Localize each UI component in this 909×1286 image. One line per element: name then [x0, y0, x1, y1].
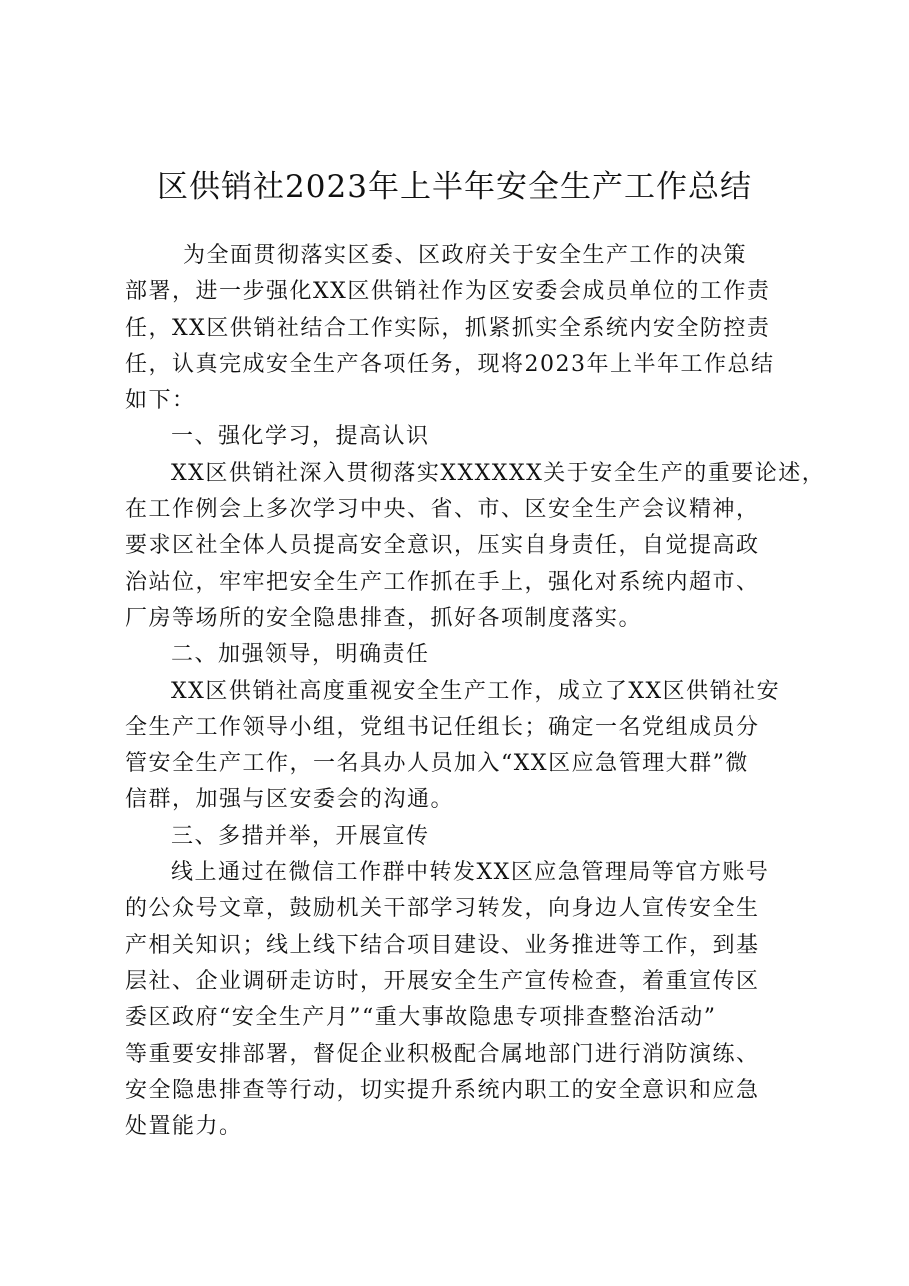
paragraph-line: 在工作例会上多次学习中央、省、市、区安全生产会议精神， [125, 497, 760, 523]
section-1 [125, 419, 826, 637]
paragraph-line: XX区供销社深入贯彻落实XXXXXX关于安全生产的重要论述， [171, 460, 826, 486]
paragraph-line: 治站位，牢牢把安全生产工作抓在手上，强化对系统内超市、 [125, 569, 760, 595]
paragraph-line: 产相关知识；线上线下结合项目建设、业务推进等工作，到基 [125, 932, 760, 958]
paragraph-line: 要求区社全体人员提高安全意识，压实自身责任，自觉提高政 [125, 533, 760, 559]
paragraph-line: 任，认真完成安全生产各项任务，现将2023年上半年工作总结 [125, 351, 775, 377]
section-heading: 三、多措并举，开展宣传 [171, 823, 430, 849]
paragraph-line: 任，XX区供销社结合工作实际，抓紧抓实全系统内安全防控责 [125, 315, 771, 341]
paragraph-line: 部署，进一步强化XX区供销社作为区安委会成员单位的工作责 [125, 279, 771, 305]
section-3 [125, 819, 815, 1146]
intro-paragraph [125, 238, 815, 419]
paragraph-line: 安全隐患排查等行动，切实提升系统内职工的安全意识和应急 [125, 1077, 760, 1103]
document-title: 区供销社2023年上半年安全生产工作总结 [157, 169, 752, 205]
section-heading: 二、加强领导，明确责任 [171, 642, 430, 668]
paragraph-line: 的公众号文章，鼓励机关干部学习转发，向身边人宣传安全生 [125, 896, 760, 922]
paragraph-line: 线上通过在微信工作群中转发XX区应急管理局等官方账号 [171, 860, 770, 886]
paragraph-line: 层社、企业调研走访时，开展安全生产宣传检查，着重宣传区 [125, 968, 760, 994]
document-body [125, 238, 826, 1145]
paragraph-line: 等重要安排部署，督促企业积极配合属地部门进行消防演练、 [125, 1041, 760, 1067]
paragraph-line: XX区供销社高度重视安全生产工作，成立了XX区供销社安 [171, 678, 781, 704]
paragraph-line: 委区政府“安全生产月”“重大事故隐患专项排查整治活动” [125, 1005, 717, 1031]
section-2 [125, 637, 815, 818]
paragraph-line: 为全面贯彻落实区委、区政府关于安全生产工作的决策 [183, 243, 748, 268]
paragraph-line: 信群，加强与区安委会的沟通。 [125, 787, 455, 813]
paragraph-line: 厂房等场所的安全隐患排查，抓好各项制度落实。 [125, 605, 643, 631]
paragraph-line: 管安全生产工作，一名具办人员加入“XX区应急管理大群”微 [125, 751, 749, 777]
paragraph-line: 处置能力。 [125, 1114, 243, 1140]
section-heading: 一、强化学习，提高认识 [171, 424, 430, 450]
paragraph-line: 如下： [125, 388, 196, 414]
paragraph-line: 全生产工作领导小组，党组书记任组长；确定一名党组成员分 [125, 714, 760, 740]
